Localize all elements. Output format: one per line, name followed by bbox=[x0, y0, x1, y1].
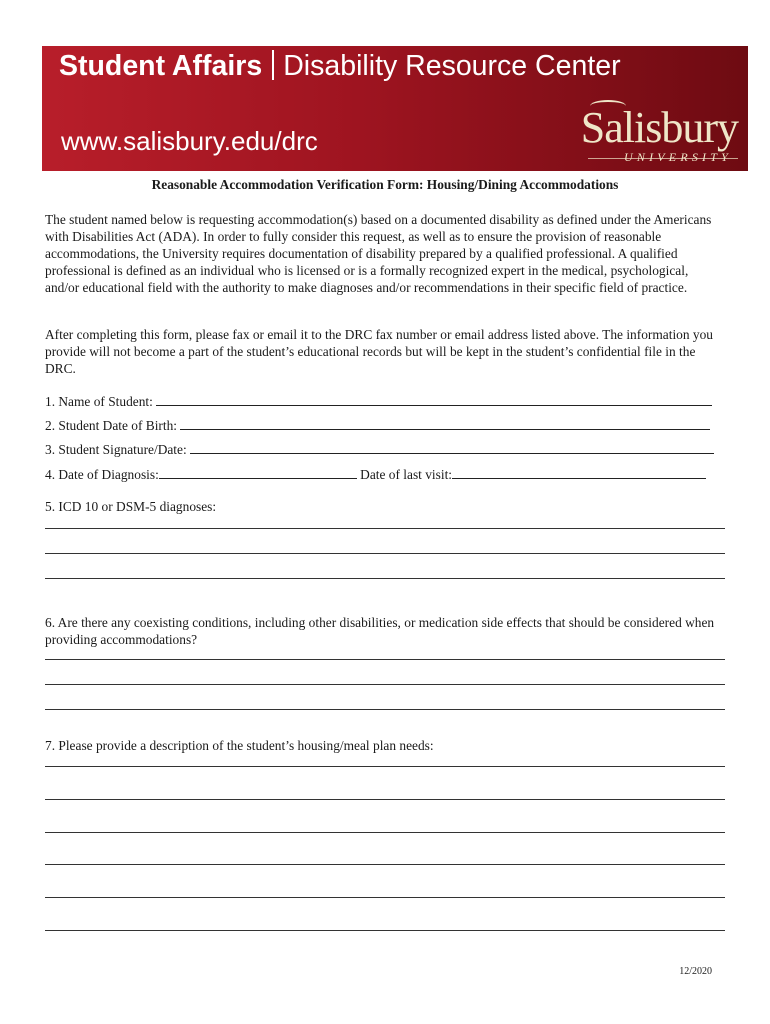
dept-name: Disability Resource Center bbox=[283, 50, 621, 82]
housing-line-4[interactable] bbox=[45, 864, 725, 865]
diagnoses-line-3[interactable] bbox=[45, 578, 725, 579]
field-student-name bbox=[45, 393, 725, 410]
student-name-input[interactable] bbox=[156, 393, 712, 406]
coexisting-line-1[interactable] bbox=[45, 659, 725, 660]
housing-line-3[interactable] bbox=[45, 832, 725, 833]
logo-wordmark: Salisbury bbox=[580, 103, 738, 152]
housing-line-6[interactable] bbox=[45, 930, 725, 931]
salisbury-logo bbox=[578, 103, 738, 164]
housing-line-2[interactable] bbox=[45, 799, 725, 800]
coexisting-line-3[interactable] bbox=[45, 709, 725, 710]
field-label-dob: 2. Student Date of Birth: bbox=[45, 418, 178, 433]
diagnoses-line-1[interactable] bbox=[45, 528, 725, 529]
form-title: Reasonable Accommodation Verification Form: Housing/Dining Accommodations bbox=[151, 177, 619, 192]
field-diagnosis-dates bbox=[45, 466, 725, 483]
diagnosis-date-input[interactable] bbox=[159, 466, 357, 479]
diagnoses-line-2[interactable] bbox=[45, 553, 725, 554]
revision-date: 12/2020 bbox=[679, 966, 712, 977]
field-label-student-name: 1. Name of Student: bbox=[45, 394, 153, 409]
logo-university: UNIVERSITY bbox=[624, 150, 732, 164]
field-label-last-visit: Date of last visit: bbox=[360, 467, 453, 482]
last-visit-input[interactable] bbox=[452, 466, 706, 479]
question-diagnoses: 5. ICD 10 or DSM-5 diagnoses: bbox=[45, 499, 217, 514]
signature-input[interactable] bbox=[190, 441, 714, 454]
housing-line-1[interactable] bbox=[45, 766, 725, 767]
question-housing-needs: 7. Please provide a description of the student’s housing/meal plan needs: bbox=[45, 738, 434, 753]
field-signature bbox=[45, 441, 725, 458]
org-name: Student Affairs bbox=[59, 50, 263, 82]
coexisting-line-2[interactable] bbox=[45, 684, 725, 685]
housing-line-5[interactable] bbox=[45, 897, 725, 898]
title-divider bbox=[272, 50, 274, 80]
question-coexisting: 6. Are there any coexisting conditions, including other disabilities, or medication side effects that should be considered when providing accommodations? bbox=[45, 615, 715, 647]
intro-paragraph: The student named below is requesting accommodation(s) based on a documented disability as defined under the Americans with Disabilities Act (ADA). In order to fully consider this request, as well as to ensure the provision of reasonable accommodations, the University requires documentation of disability prepared by a qualified professional. A qualified professional is defined as an individual who is licensed or is a formally recognized expert in the medical, psychological, and/or educational field with the authority to make diagnoses and/or recommendations in their specific field of practice. bbox=[45, 212, 712, 295]
instructions-paragraph: After completing this form, please fax or email it to the DRC fax number or email address listed above. The information you provide will not become a part of the student’s educational records but will be kept in the student’s confidential file in the DRC. bbox=[45, 327, 713, 376]
dob-input[interactable] bbox=[180, 417, 710, 430]
header-banner bbox=[42, 46, 748, 171]
field-label-signature: 3. Student Signature/Date: bbox=[45, 442, 187, 457]
drc-url[interactable]: www.salisbury.edu/drc bbox=[61, 126, 318, 156]
field-dob bbox=[45, 417, 725, 434]
banner-title bbox=[59, 50, 621, 83]
field-label-diagnosis-date: 4. Date of Diagnosis: bbox=[45, 467, 159, 482]
